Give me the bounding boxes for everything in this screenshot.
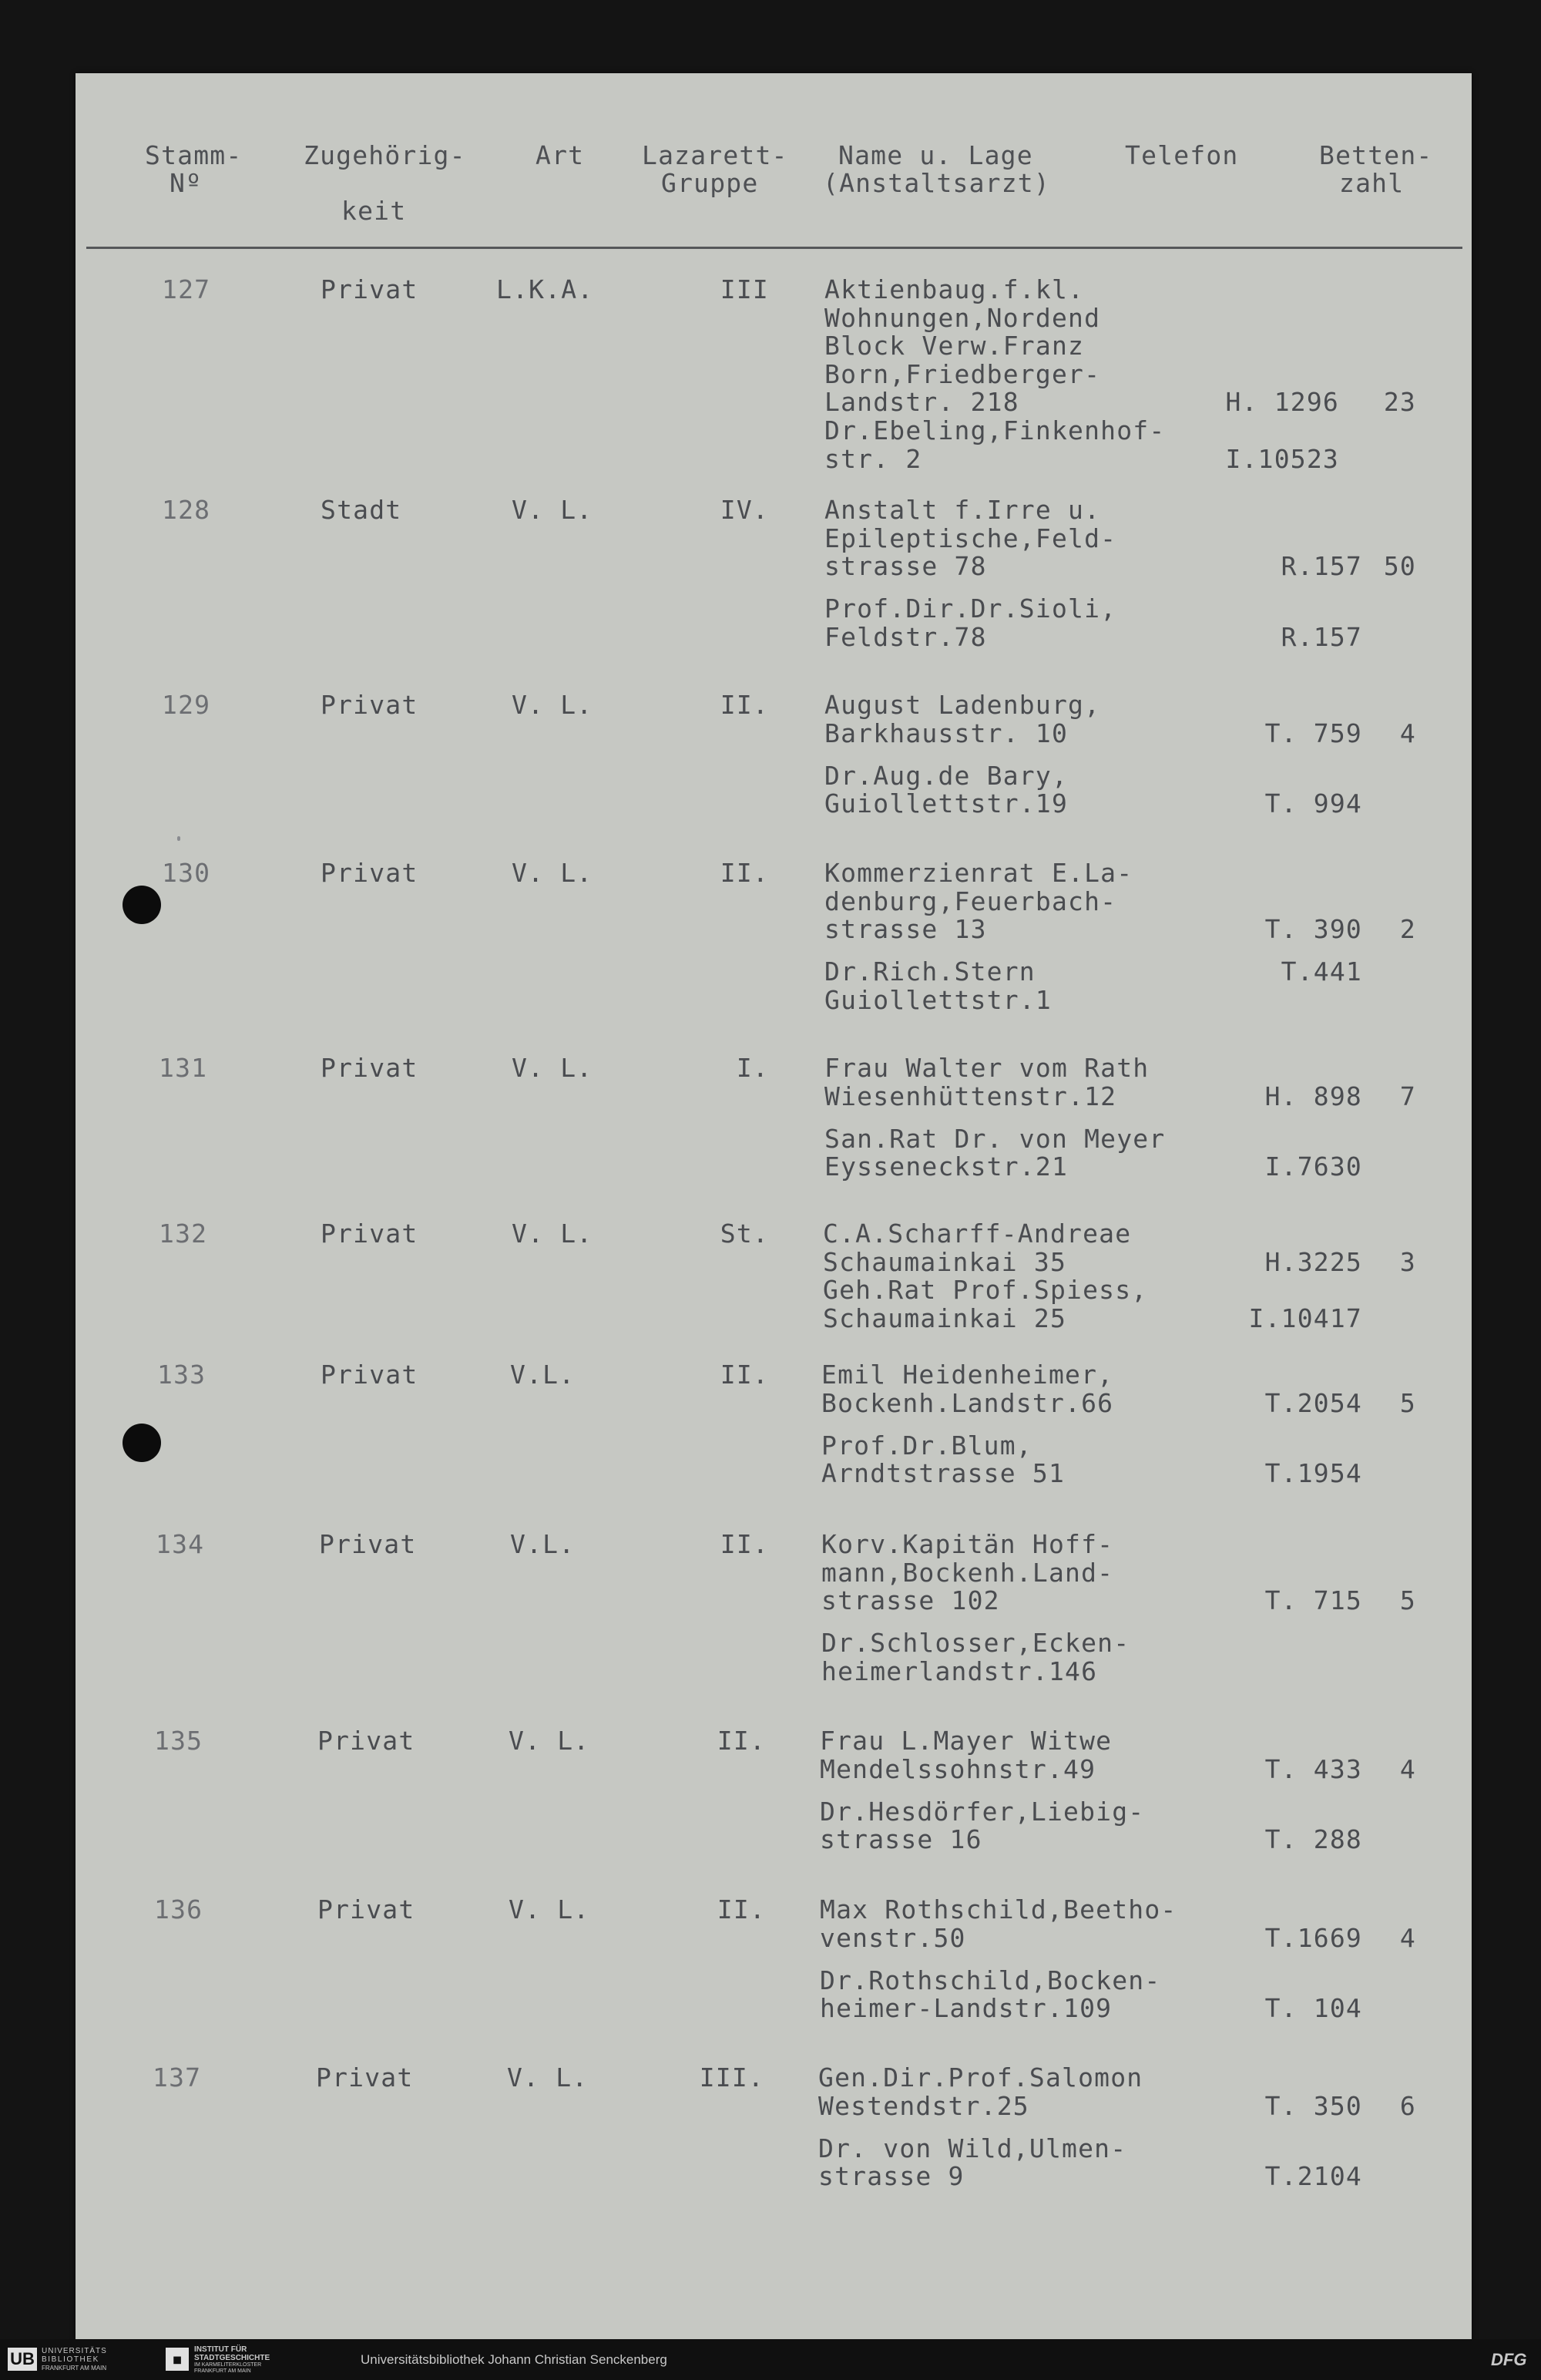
entry-name-line: Mendelssohnstr.49 (820, 1753, 1096, 1784)
header-lazarett-2: Gruppe (661, 168, 759, 198)
entry-telefon: T. 390 (1264, 914, 1362, 945)
isg-logo-icon: ◼ (166, 2348, 189, 2371)
ub-text-3: FRANKFURT AM MAIN (42, 2365, 107, 2372)
entry-telefon: T.1669 (1264, 1922, 1362, 1953)
entry-name-line: Eysseneckstr.21 (824, 1151, 1069, 1182)
entry-zugehoerigkeit: Privat (321, 1360, 418, 1390)
entry-number: 128 (162, 495, 211, 525)
entry-bettenzahl: 2 (1399, 914, 1416, 945)
entry-name-line: Wohnungen,Nordend (824, 302, 1101, 333)
entry-gruppe: II. (717, 1894, 766, 1925)
entry-bettenzahl: 23 (1383, 387, 1416, 418)
entry-name-line: Guiollettstr.19 (824, 788, 1069, 819)
entry-number: 135 (154, 1726, 203, 1756)
entry-name-line: Arndtstrasse 51 (821, 1458, 1066, 1489)
entry-name-line: Wiesenhüttenstr.12 (824, 1081, 1117, 1111)
entry-bettenzahl: 4 (1399, 1753, 1416, 1784)
entry-zugehoerigkeit: Stadt (321, 495, 402, 525)
header-art: Art (535, 140, 585, 170)
entry-zugehoerigkeit: Privat (317, 1894, 415, 1925)
entry-number: 131 (159, 1053, 208, 1083)
entry-telefon: T. 350 (1264, 2090, 1362, 2121)
entry-name-line: Barkhausstr. 10 (824, 718, 1069, 748)
entry-art: V. L. (512, 690, 593, 720)
entry-name-line: Dr.Schlosser,Ecken- (821, 1628, 1130, 1659)
entry-number: 132 (159, 1219, 208, 1249)
entry-zugehoerigkeit: Privat (319, 1529, 417, 1559)
entry-name-line: Kommerzienrat E.La- (824, 858, 1133, 888)
entry-telefon: T.2054 (1264, 1387, 1362, 1418)
ub-text-1: UNIVERSITÄTS (42, 2347, 107, 2355)
entry-zugehoerigkeit: Privat (321, 858, 418, 888)
entry-art: V.L. (510, 1360, 576, 1390)
ub-logo: UB (8, 2348, 37, 2371)
entry-name-line: heimerlandstr.146 (821, 1656, 1098, 1686)
entry-name-line: strasse 78 (824, 551, 987, 582)
entry-name-line: Aktienbaug.f.kl. (824, 274, 1085, 304)
entry-bettenzahl: 6 (1399, 2090, 1416, 2121)
entry-name-line: Frau Walter vom Rath (824, 1053, 1150, 1083)
entry-art: V.L. (510, 1529, 576, 1559)
header-rule (86, 247, 1462, 249)
header-zugehoerigkeit-2: keit (341, 196, 407, 226)
entry-telefon: T. 715 (1264, 1585, 1362, 1616)
entry-art: V. L. (512, 495, 593, 525)
entry-name-line: Dr. von Wild,Ulmen- (818, 2133, 1127, 2163)
entry-name-line: Born,Friedberger- (824, 358, 1101, 389)
entry-name-line: August Ladenburg, (824, 690, 1101, 720)
entry-telefon: H.3225 (1264, 1246, 1362, 1277)
entry-number: 137 (153, 2062, 202, 2093)
entry-bettenzahl: 4 (1399, 1922, 1416, 1953)
entry-name-line: Schaumainkai 25 (823, 1303, 1067, 1333)
header-stamm-2: Nº (170, 168, 203, 198)
entry-art: V. L. (512, 1053, 593, 1083)
entry-bettenzahl: 5 (1399, 1585, 1416, 1616)
entry-art: V. L. (509, 1894, 590, 1925)
entry-telefon: T. 104 (1264, 1993, 1362, 2024)
entry-zugehoerigkeit: Privat (321, 1219, 418, 1249)
entry-zugehoerigkeit: Privat (317, 1726, 415, 1756)
entry-bettenzahl: 4 (1399, 718, 1416, 748)
entry-name-line: Landstr. 218 (824, 387, 1019, 418)
entry-gruppe: I. (736, 1053, 769, 1083)
entry-name-line: Dr.Rich.Stern (824, 956, 1036, 987)
entry-name-line: strasse 9 (818, 2161, 965, 2192)
entry-zugehoerigkeit: Privat (321, 1053, 418, 1083)
entry-telefon: T.1954 (1264, 1458, 1362, 1489)
entry-number: 129 (162, 690, 211, 720)
entry-name-line: Westendstr.25 (818, 2090, 1029, 2121)
entry-art: L.K.A. (496, 274, 594, 304)
entry-number: 136 (154, 1894, 203, 1925)
entry-name-line: Epileptische,Feld- (824, 523, 1117, 553)
entry-gruppe: IV. (720, 495, 769, 525)
entry-name-line: venstr.50 (820, 1922, 966, 1953)
isg-text-4: FRANKFURT AM MAIN (194, 2368, 251, 2374)
entry-name-line: Anstalt f.Irre u. (824, 495, 1101, 525)
entry-name-line: Prof.Dr.Blum, (821, 1430, 1032, 1461)
punch-hole-top (123, 886, 161, 924)
entry-gruppe: II. (720, 858, 769, 888)
entry-name-line: mann,Bockenh.Land- (821, 1557, 1114, 1588)
entry-gruppe: II. (720, 1360, 769, 1390)
entry-zugehoerigkeit: Privat (321, 690, 418, 720)
entry-name-line: Frau L.Mayer Witwe (820, 1726, 1113, 1756)
header-stamm-1: Stamm- (145, 140, 243, 170)
isg-text-2: STADTGESCHICHTE (194, 2354, 270, 2362)
entry-name-line: str. 2 (824, 443, 922, 474)
entry-gruppe: III (720, 274, 769, 304)
entry-name-line: Schaumainkai 35 (823, 1246, 1067, 1277)
entry-bettenzahl: 7 (1399, 1081, 1416, 1111)
entry-telefon: R.157 (1281, 621, 1362, 652)
entry-number: 130 (162, 858, 211, 888)
entry-name-line: Bockenh.Landstr.66 (821, 1387, 1114, 1418)
header-lazarett-1: Lazarett- (642, 140, 788, 170)
entry-gruppe: III. (699, 2062, 764, 2093)
entry-name-line: Max Rothschild,Beetho- (820, 1894, 1177, 1925)
entry-art: V. L. (509, 1726, 590, 1756)
entry-telefon: I.10523 (1225, 443, 1339, 474)
header-betten-1: Betten- (1319, 140, 1433, 170)
entry-bettenzahl: 50 (1383, 551, 1416, 582)
header-telefon: Telefon (1125, 140, 1239, 170)
entry-name-line: Feldstr.78 (824, 621, 987, 652)
entry-art: V. L. (512, 858, 593, 888)
entry-gruppe: II. (720, 1529, 769, 1559)
entry-name-line: Geh.Rat Prof.Spiess, (823, 1275, 1148, 1306)
entry-zugehoerigkeit: Privat (321, 274, 418, 304)
entry-name-line: denburg,Feuerbach- (824, 886, 1117, 916)
entry-number: 127 (162, 274, 211, 304)
entry-name-line: heimer-Landstr.109 (820, 1993, 1113, 2024)
entry-name-line: Emil Heidenheimer, (821, 1360, 1114, 1390)
entry-gruppe: II. (717, 1726, 766, 1756)
entry-telefon: T. 288 (1264, 1824, 1362, 1855)
paper-speck (177, 836, 180, 841)
entry-telefon: T. 994 (1264, 788, 1362, 819)
entry-zugehoerigkeit: Privat (316, 2062, 414, 2093)
entry-telefon: T. 433 (1264, 1753, 1362, 1784)
entry-gruppe: II. (720, 690, 769, 720)
entry-telefon: R.157 (1281, 551, 1362, 582)
entry-name-line: Guiollettstr.1 (824, 984, 1052, 1015)
entry-name-line: C.A.Scharff-Andreae (823, 1219, 1132, 1249)
entry-name-line: Dr.Rothschild,Bocken- (820, 1965, 1161, 1995)
entry-name-line: Prof.Dir.Dr.Sioli, (824, 593, 1117, 624)
entry-name-line: strasse 13 (824, 914, 987, 945)
entry-telefon: T. 759 (1264, 718, 1362, 748)
entry-name-line: Block Verw.Franz (824, 331, 1085, 361)
header-name-2: (Anstaltsarzt) (823, 168, 1050, 198)
library-name: Universitätsbibliothek Johann Christian Senckenberg (361, 2352, 667, 2367)
header-betten-2: zahl (1339, 168, 1405, 198)
entry-telefon: H. 1296 (1225, 387, 1339, 418)
entry-art: V. L. (507, 2062, 589, 2093)
entry-name-line: Dr.Hesdörfer,Liebig- (820, 1796, 1145, 1827)
entry-name-line: Dr.Ebeling,Finkenhof- (824, 415, 1166, 445)
punch-hole-bottom (123, 1424, 161, 1462)
dfg-logo: DFG (1491, 2350, 1527, 2369)
entry-gruppe: St. (720, 1219, 769, 1249)
entry-name-line: Dr.Aug.de Bary, (824, 760, 1069, 791)
isg-text-1: INSTITUT FÜR (194, 2345, 247, 2354)
entry-telefon: I.10417 (1248, 1303, 1362, 1333)
entry-telefon: H. 898 (1264, 1081, 1362, 1111)
isg-text-3: IM KARMELITERKLOSTER (194, 2362, 262, 2368)
header-zugehoerigkeit-1: Zugehörig- (304, 140, 466, 170)
entry-name-line: strasse 16 (820, 1824, 982, 1855)
entry-name-line: Korv.Kapitän Hoff- (821, 1529, 1114, 1559)
entry-art: V. L. (512, 1219, 593, 1249)
document-page (76, 73, 1472, 2339)
entry-bettenzahl: 3 (1399, 1246, 1416, 1277)
entry-number: 134 (156, 1529, 205, 1559)
ub-text-2: BIBLIOTHEK (42, 2355, 99, 2364)
entry-bettenzahl: 5 (1399, 1387, 1416, 1418)
entry-name-line: Gen.Dir.Prof.Salomon (818, 2062, 1143, 2093)
header-name-1: Name u. Lage (838, 140, 1033, 170)
entry-telefon: T.2104 (1264, 2161, 1362, 2192)
entry-telefon: T.441 (1281, 956, 1362, 987)
entry-name-line: strasse 102 (821, 1585, 1000, 1616)
entry-telefon: I.7630 (1264, 1151, 1362, 1182)
entry-number: 133 (157, 1360, 206, 1390)
entry-name-line: San.Rat Dr. von Meyer (824, 1123, 1166, 1154)
